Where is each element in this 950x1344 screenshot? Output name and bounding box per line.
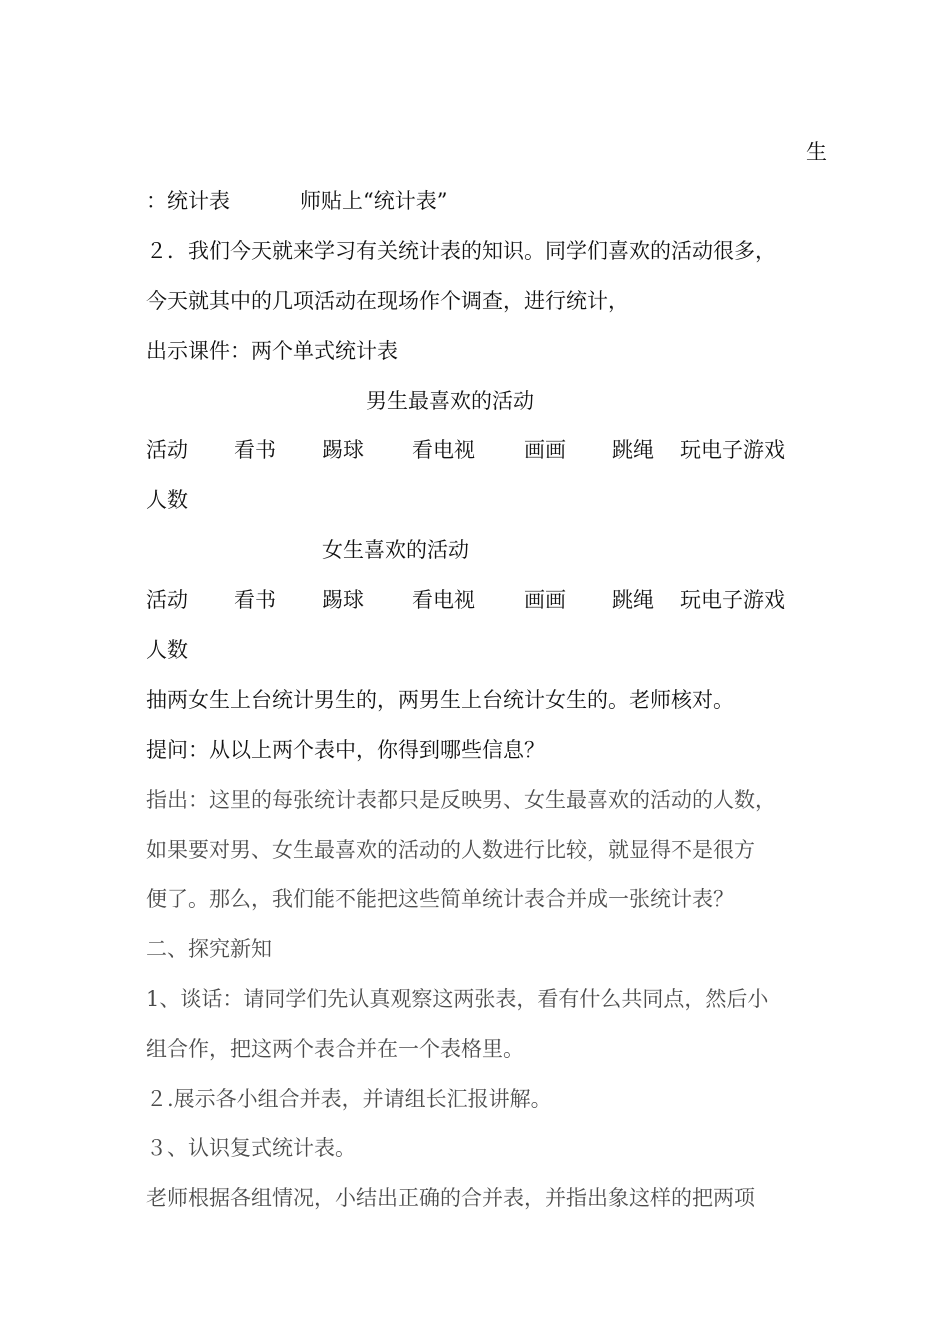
boys-table-title: 男生最喜欢的活动 [366, 389, 534, 413]
point-line3: 便了。那么，我们能不能把这些简单统计表合并成一张统计表？ [146, 887, 734, 911]
table-cell: 踢球 [322, 438, 364, 462]
table-cell: 玩电子游戏 [680, 438, 785, 462]
table-cell: 看电视 [412, 588, 475, 612]
teacher-summary-line: 老师根据各组情况，小结出正确的合并表，并指出象这样的把两项 [146, 1186, 755, 1210]
para2-line2: 今天就其中的几项活动在现场作个调查，进行统计， [146, 289, 629, 313]
show-groups-line: ２.展示各小组合并表，并请组长汇报讲解。 [146, 1087, 552, 1111]
table-cell: 玩电子游戏 [680, 588, 785, 612]
table-cell: 画画 [524, 588, 566, 612]
table-cell: 跳绳 [612, 588, 654, 612]
table-cell: 看书 [234, 588, 276, 612]
section2-title: 二、探究新知 [146, 937, 272, 961]
boys-table-row-label: 人数 [146, 488, 188, 512]
point-line2: 如果要对男、女生最喜欢的活动的人数进行比较，就显得不是很方 [146, 838, 755, 862]
girls-table-row-label: 人数 [146, 638, 188, 662]
table-cell: 活动 [146, 438, 188, 462]
table-cell: 踢球 [322, 588, 364, 612]
question-line: 提问：从以上两个表中，你得到哪些信息？ [146, 738, 545, 762]
teacher-post-line: 师贴上“统计表” [300, 189, 448, 213]
girls-table-header [0, 586, 950, 614]
check-line: 抽两女生上台统计男生的，两男生上台统计女生的。老师核对。 [146, 688, 734, 712]
table-cell: 跳绳 [612, 438, 654, 462]
show-courseware-line: 出示课件：两个单式统计表 [146, 339, 398, 363]
table-cell: 看书 [234, 438, 276, 462]
talk-line2: 组合作，把这两个表合并在一个表格里。 [146, 1037, 524, 1061]
corner-char: 生 [806, 140, 827, 164]
girls-table-title: 女生喜欢的活动 [322, 538, 469, 562]
para2-line1: ２．我们今天就来学习有关统计表的知识。同学们喜欢的活动很多， [146, 239, 776, 263]
know-compound-line: ３、认识复式统计表。 [146, 1136, 356, 1160]
table-cell: 画画 [524, 438, 566, 462]
table-cell: 看电视 [412, 438, 475, 462]
table-cell: 活动 [146, 588, 188, 612]
stats-label: ：统计表 [146, 189, 230, 213]
talk-line1: 1、谈话：请同学们先认真观察这两张表，看有什么共同点，然后小 [146, 987, 769, 1011]
boys-table-header [0, 436, 950, 464]
point-line1: 指出：这里的每张统计表都只是反映男、女生最喜欢的活动的人数， [146, 788, 776, 812]
